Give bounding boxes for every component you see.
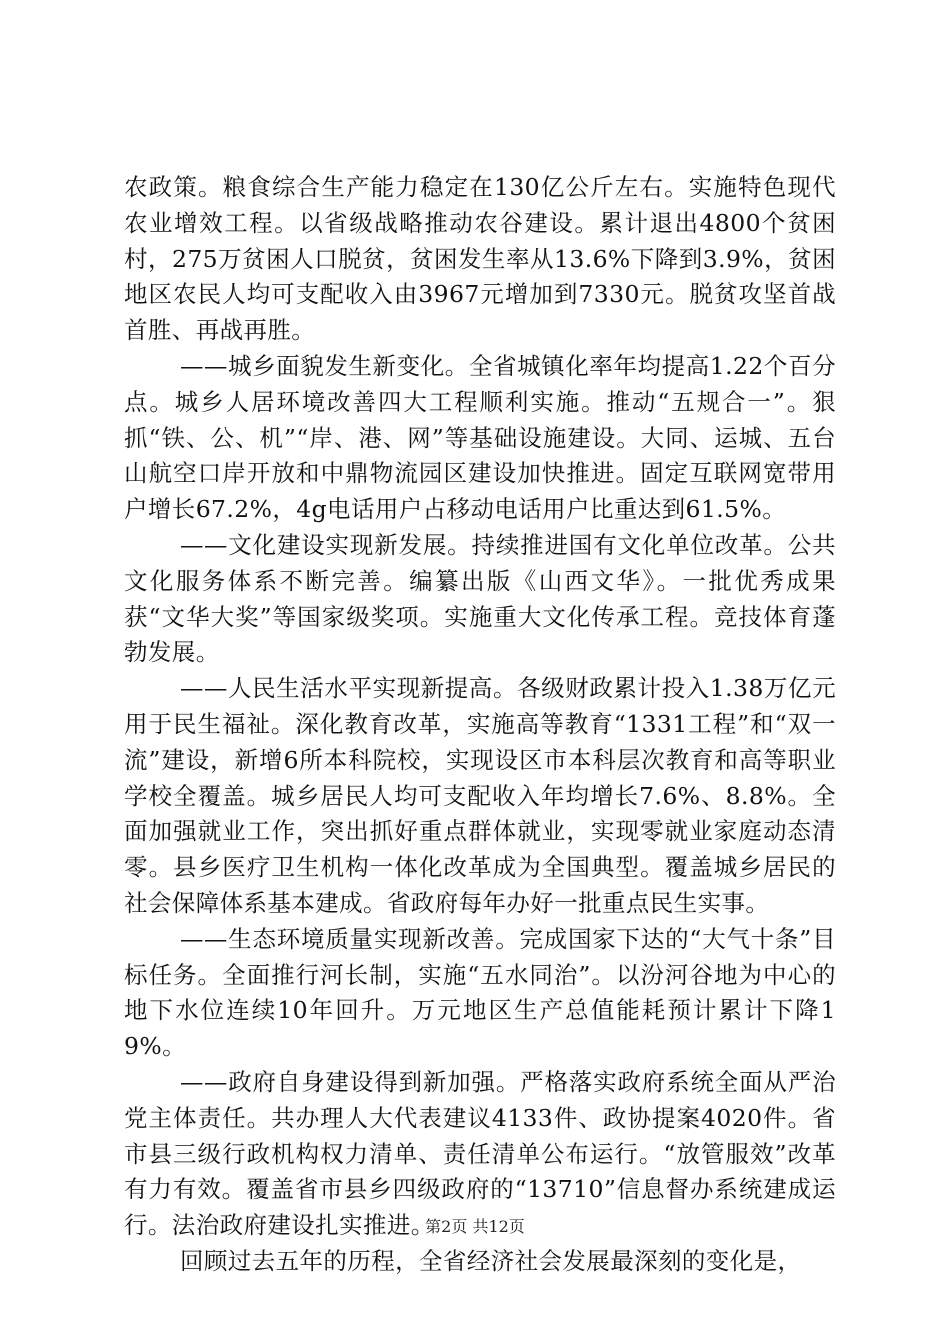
- page-number-footer: 第2页 共12页: [425, 1217, 525, 1236]
- document-body: [124, 170, 836, 1280]
- paragraph-5: ——生态环境质量实现新改善。完成国家下达的“大气十条”目标任务。全面推行河长制，实施“五水同治”。以汾河谷地为中心的地下水位连续10年回升。万元地区生产总值能耗预计累计下降19%。: [124, 924, 836, 1061]
- paragraph-4: ——人民生活水平实现新提高。各级财政累计投入1.38万亿元用于民生福祉。深化教育改革，实施高等教育“1331工程”和“双一流”建设，新增6所本科院校，实现设区市本科层次教育和高等职业学校全覆盖。城乡居民人均可支配收入年均增长7.6%、8.8%。全面加强就业工作，突出抓好重点群体就业，实现零就业家庭动态清零。县乡医疗卫生机构一体化改革成为全国典型。覆盖城乡居民的社会保障体系基本建成。省政府每年办好一批重点民生实事。: [124, 674, 836, 917]
- paragraph-7: 回顾过去五年的历程，全省经济社会发展最深刻的变化是，: [180, 1246, 802, 1275]
- paragraph-6: ——政府自身建设得到新加强。严格落实政府系统全面从严治党主体责任。共办理人大代表建议4133件、政协提案4020件。省市县三级行政机构权力清单、责任清单公布运行。“放管服效”改革有力有效。覆盖省市县乡四级政府的“13710”信息督办系统建成运行。法治政府建设扎实推进。: [124, 1067, 836, 1240]
- paragraph-2: ——城乡面貌发生新变化。全省城镇化率年均提高1.22个百分点。城乡人居环境改善四大工程顺利实施。推动“五规合一”。狠抓“铁、公、机”“岸、港、网”等基础设施建设。大同、运城、五台山航空口岸开放和中鼎物流园区建设加快推进。固定互联网宽带用户增长67.2%，4g电话用户占移动电话用户比重达到61.5%。: [124, 351, 836, 524]
- paragraph-3: ——文化建设实现新发展。持续推进国有文化单位改革。公共文化服务体系不断完善。编纂出版《山西文华》。一批优秀成果获“文华大奖”等国家级奖项。实施重大文化传承工程。竞技体育蓬勃发展。: [124, 530, 836, 667]
- paragraph-1: 农政策。粮食综合生产能力稳定在130亿公斤左右。实施特色现代农业增效工程。以省级战略推动农谷建设。累计退出4800个贫困村，275万贫困人口脱贫，贫困发生率从13.6%下降到3.9%，贫困地区农民人均可支配收入由3967元增加到7330元。脱贫攻坚首战首胜、再战再胜。: [124, 173, 836, 345]
